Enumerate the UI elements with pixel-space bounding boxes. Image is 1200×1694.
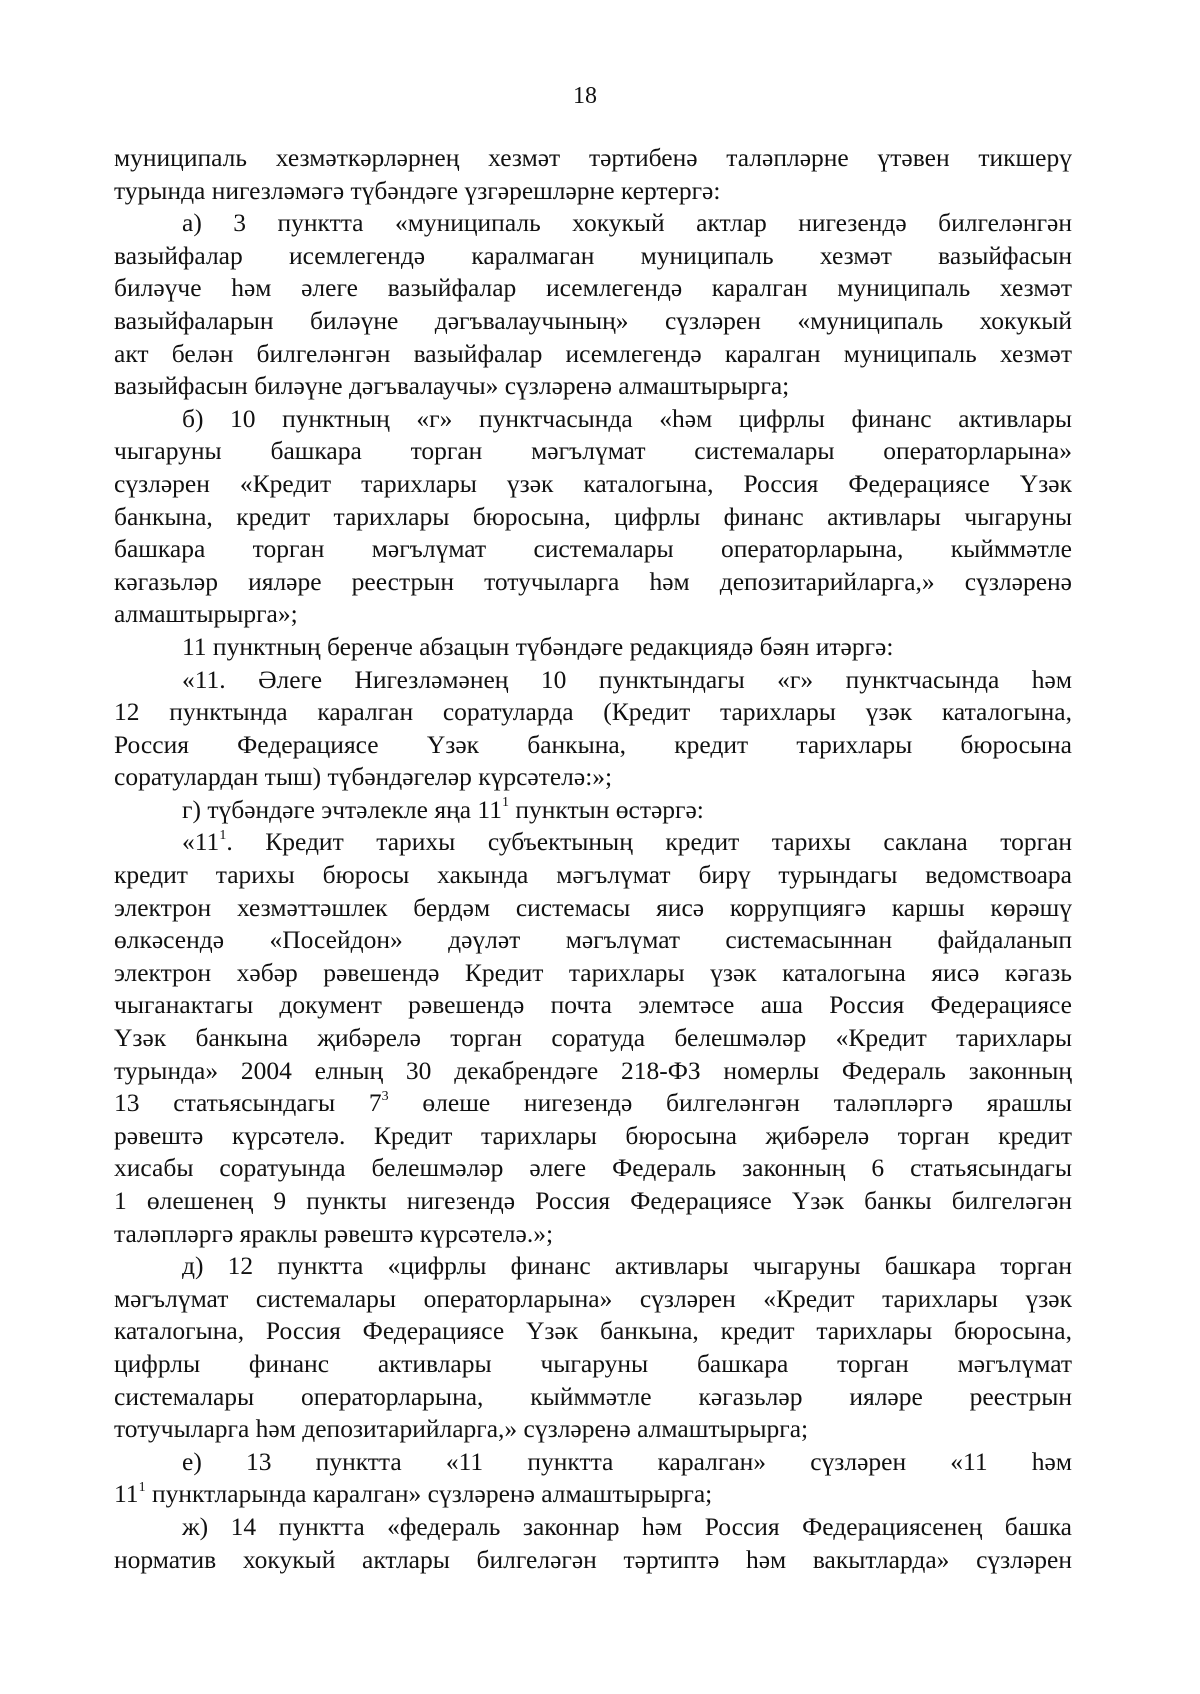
text-line: рәвештә күрсәтелә. Кредит тарихлары бюросына җибәрелә торган кредит: [114, 1120, 1072, 1150]
text-line: цифрлы финанс активлары чыгаруны башкара торган мәгълүмат: [114, 1348, 1072, 1378]
text-line: кәгазьләр ияләре реестрын тотучыларга һәм депозитарийларга,» сүзләренә: [114, 566, 1072, 596]
text-line: башкара торган мәгълүмат системалары операторларына, кыйммәтле: [114, 534, 1072, 564]
text-line: банкына, кредит тарихлары бюросына, цифрлы финанс активлары чыгаруны: [114, 501, 1072, 531]
text-line: д) 12 пунктта «цифрлы финанс активлары чыгаруны башкара торган: [182, 1251, 1072, 1281]
text-line: турында нигезләмәгә түбәндәге үзгәрешләрне кертергә:: [114, 175, 721, 205]
text-line: е) 13 пунктта «11 пунктта каралган» сүзләрен «11 һәм: [182, 1446, 1072, 1476]
text-line: [114, 794, 1072, 827]
text-fragment: пунктларында каралган» сүзләренә алмаштырырга;: [145, 1479, 713, 1509]
text-line: системалары операторларына, кыйммәтле кәгазьләр ияләре реестрын: [114, 1381, 1072, 1411]
text-line: мәгълүмат системалары операторларына» сүзләрен «Кредит тарихлары үзәк: [114, 1283, 1072, 1313]
text-line: ж) 14 пунктта «федераль законнар һәм Россия Федерациясенең башка: [182, 1511, 1072, 1541]
text-line: соратулардан тыш) түбәндәгеләр күрсәтелә:»;: [114, 762, 613, 792]
text-line: «11. Әлеге Нигезләмәнең 10 пунктындагы «г» пунктчасында һәм: [182, 664, 1072, 694]
text-line: каталогына, Россия Федерациясе Үзәк банкына, кредит тарихлары бюросына,: [114, 1316, 1072, 1346]
superscript: 3: [381, 1088, 389, 1104]
text-line: чыгаруны башкара торган мәгълүмат системалары операторларына»: [114, 436, 1072, 466]
text-line: акт белән билгеләнгән вазыйфалар исемлегендә каралган муниципаль хезмәт: [114, 338, 1072, 368]
text-line: а) 3 пунктта «муниципаль хокукый актлар нигезендә билгеләнгән: [182, 208, 1072, 238]
text-line: кредит тарихы бюросы хакында мәгълүмат бирү турындагы ведомствоара: [114, 860, 1072, 890]
text-line: таләпләргә яраклы рәвештә күрсәтелә.»;: [114, 1218, 554, 1248]
text-fragment: г) түбәндәге эчтәлекле яңа 11: [182, 794, 502, 824]
text-fragment: өлеше нигезендә билгеләнгән таләпләргә ярашлы: [388, 1088, 1072, 1118]
text-line: электрон хезмәттәшлек бердәм системасы яисә коррупциягә каршы көрәшү: [114, 892, 1072, 922]
text-line: биләүче һәм әлеге вазыйфалар исемлегендә каралган муниципаль хезмәт: [114, 273, 1072, 303]
text-fragment: пунктын өстәргә:: [508, 794, 704, 824]
text-line: Үзәк банкына җибәрелә торган соратуда белешмәләр «Кредит тарихлары: [114, 1023, 1072, 1053]
text-line: чыганактагы документ рәвешендә почта элемтәсе аша Россия Федерациясе: [114, 990, 1072, 1020]
text-line: сүзләрен «Кредит тарихлары үзәк каталогына, Россия Федерациясе Үзәк: [114, 468, 1072, 498]
text-line: турында» 2004 елның 30 декабрендәге 218-ФЗ номерлы Федераль законның: [114, 1055, 1072, 1085]
text-line: вазыйфаларын биләүне дәгъвалаучының» сүзләрен «муниципаль хокукый: [114, 305, 1072, 335]
text-line: 11 пунктның беренче абзацын түбәндәге редакциядә бәян итәргә:: [182, 631, 894, 661]
text-fragment: 11: [114, 1479, 139, 1509]
text-line: алмаштырырга»;: [114, 599, 298, 629]
text-line: б) 10 пунктның «г» пунктчасында «һәм цифрлы финанс активлары: [182, 403, 1072, 433]
text-line: өлкәсендә «Посейдон» дәүләт мәгълүмат системасыннан файдаланып: [114, 925, 1072, 955]
text-line: вазыйфасын биләүне дәгъвалаучы» сүзләренә алмаштырырга;: [114, 371, 790, 401]
text-line: хисабы соратуында белешмәләр әлеге Федераль законның 6 статьясындагы: [114, 1153, 1072, 1183]
text-line: вазыйфалар исемлегендә каралмаган муниципаль хезмәт вазыйфасын: [114, 240, 1072, 270]
text-line: 1 өлешенең 9 пункты нигезендә Россия Федерациясе Үзәк банкы билгеләгән: [114, 1186, 1072, 1215]
text-line: Россия Федерациясе Үзәк банкына, кредит тарихлары бюросына: [114, 729, 1072, 759]
superscript: 1: [138, 1479, 146, 1495]
text-fragment: . Кредит тарихы субъектының кредит тарихы саклана торган: [226, 827, 1072, 857]
text-line: [114, 1087, 1072, 1120]
superscript: 1: [219, 827, 227, 843]
text-line: норматив хокукый актлары билгеләгән тәртиптә һәм вакытларда» сүзләрен: [114, 1544, 1072, 1574]
text-line: тотучыларга һәм депозитарийларга,» сүзләренә алмаштырырга;: [114, 1414, 809, 1444]
text-line: муниципаль хезмәткәрләрнең хезмәт тәртибенә таләпләрне үтәвен тикшерү: [114, 143, 1072, 172]
text-line: электрон хәбәр рәвешендә Кредит тарихлары үзәк каталогына яисә кәгазь: [114, 957, 1072, 987]
page-number: 18: [573, 83, 597, 109]
text-line: [114, 826, 1072, 859]
superscript: 1: [501, 795, 509, 811]
text-fragment: 13 статьясындагы 7: [114, 1088, 382, 1118]
text-line: [114, 1478, 1072, 1511]
text-line: 12 пунктында каралган соратуларда (Кредит тарихлары үзәк каталогына,: [114, 697, 1072, 727]
text-fragment: «11: [182, 827, 220, 857]
document-body: [114, 142, 1072, 1576]
